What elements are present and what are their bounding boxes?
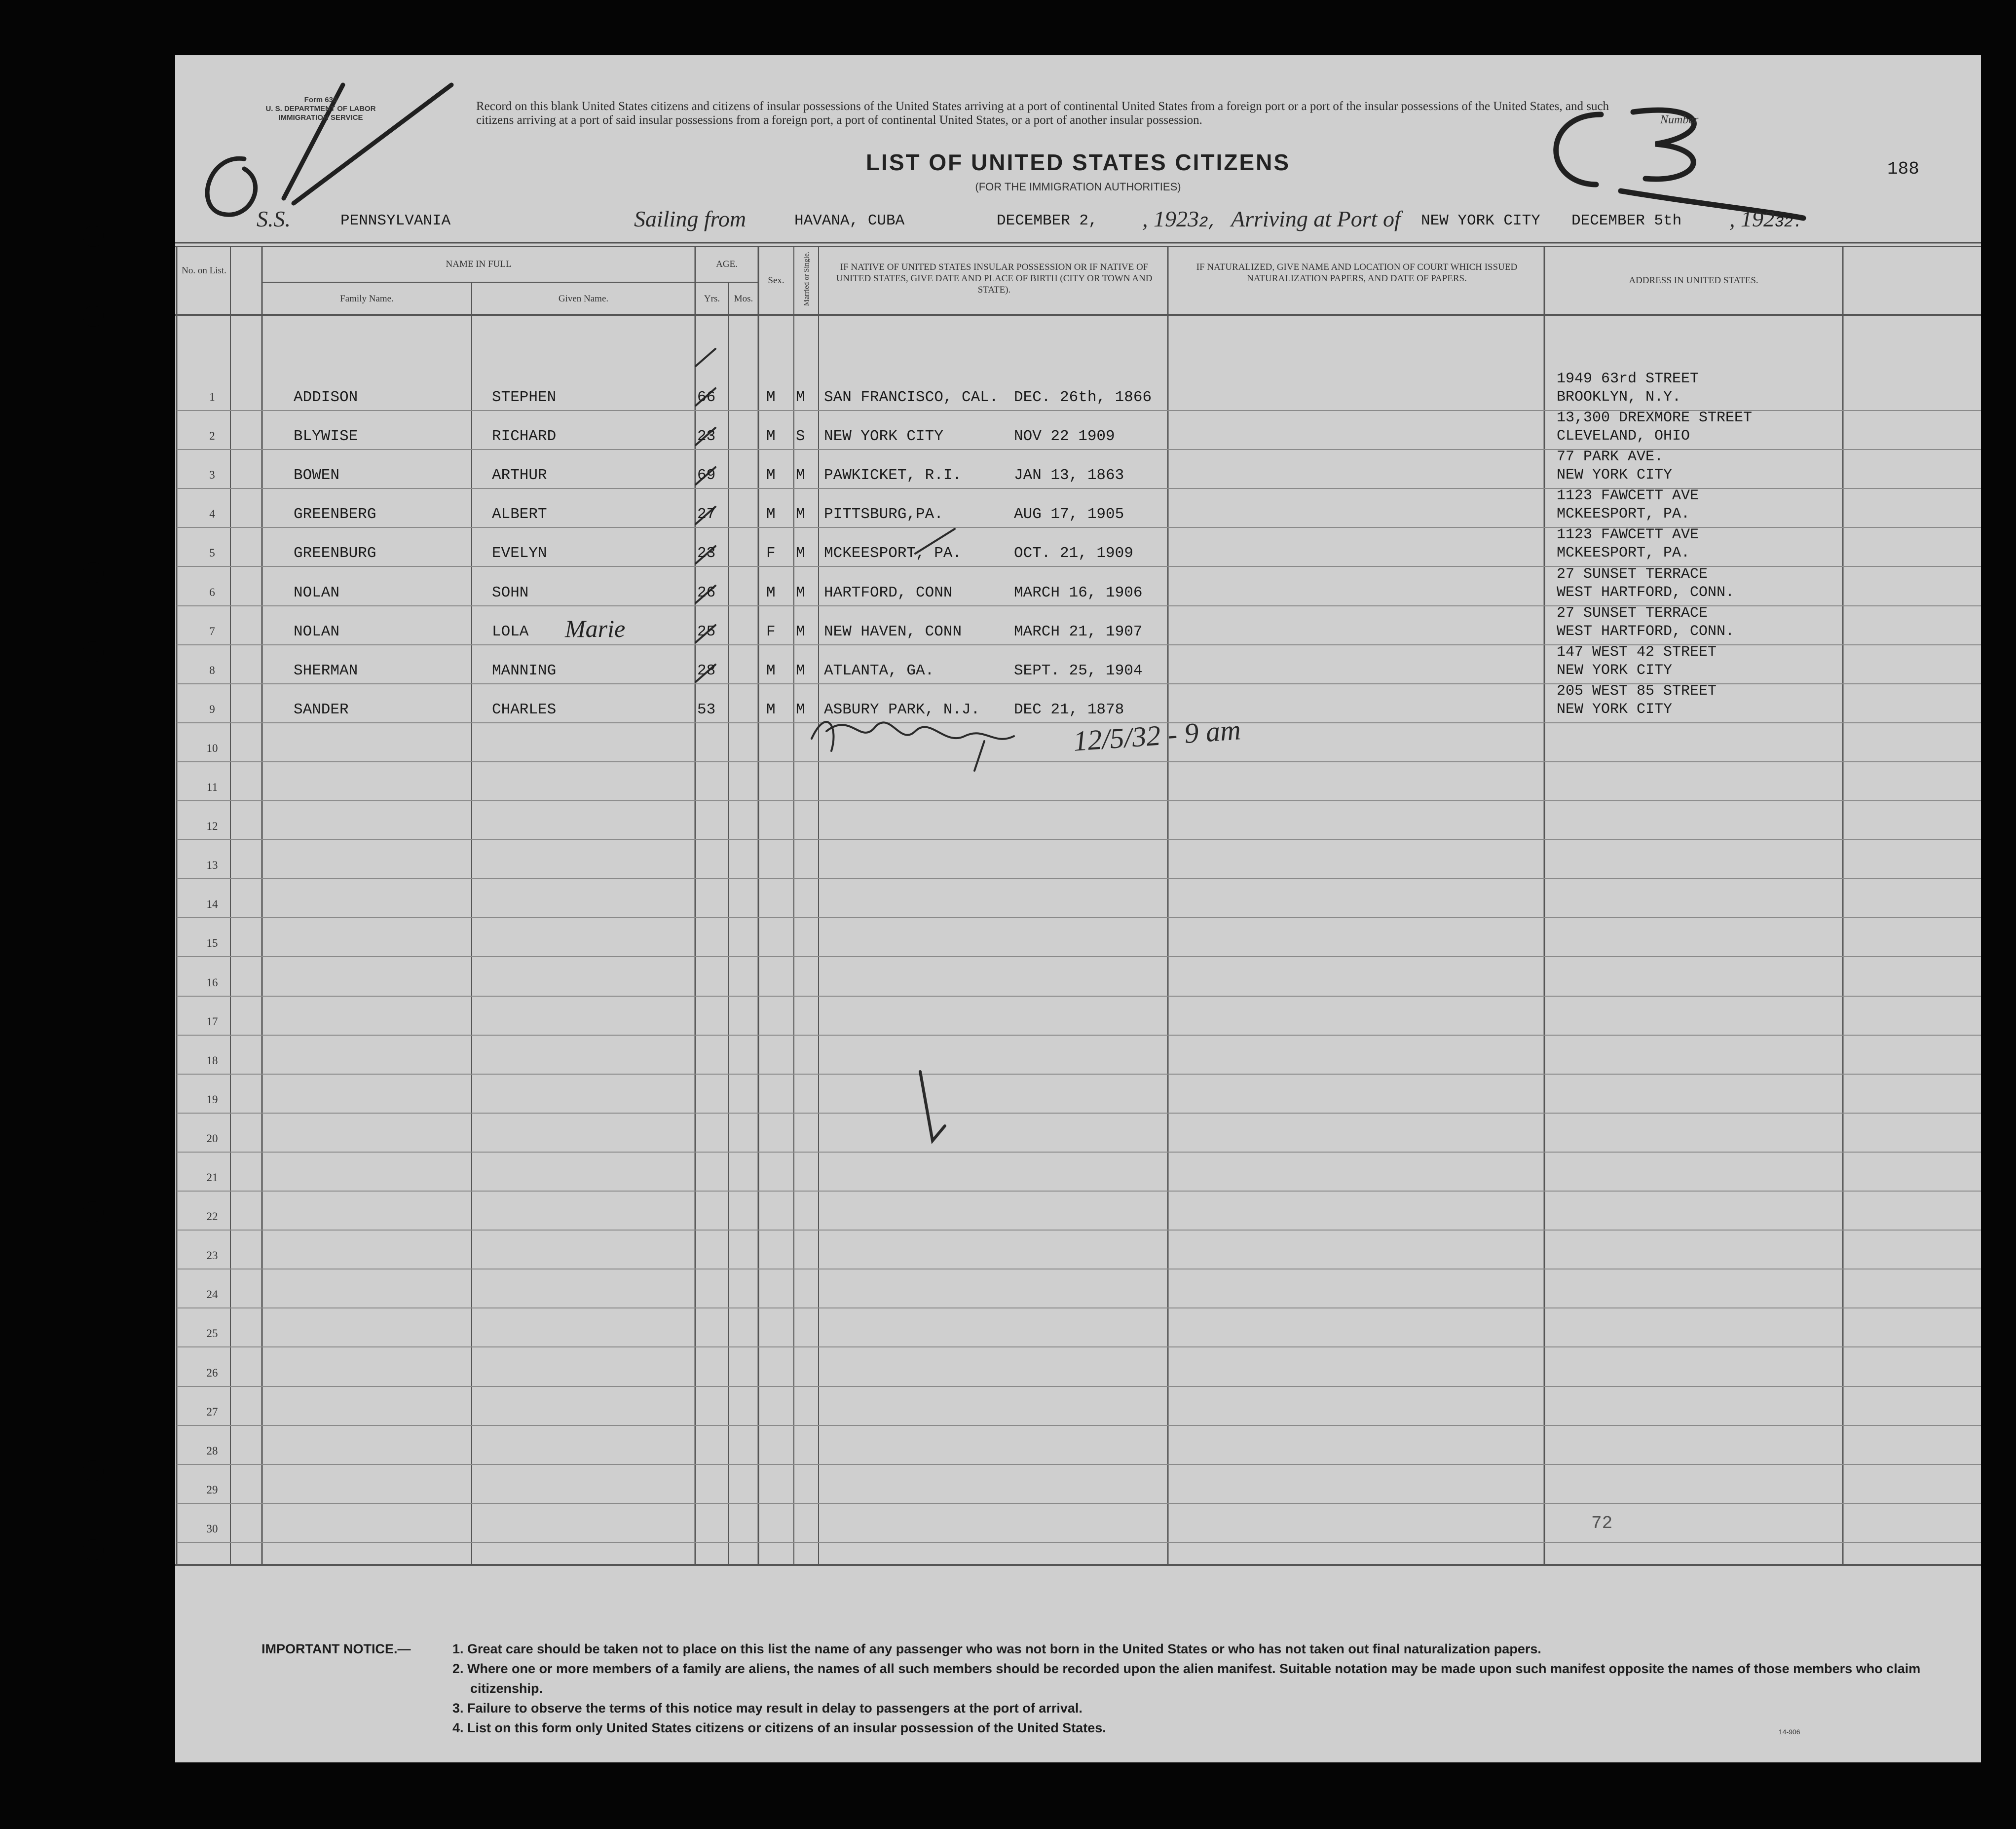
address-cell — [1557, 409, 1752, 446]
col-header-married: Married or Single. — [803, 251, 811, 306]
notice-items — [452, 1639, 1947, 1738]
number-label: Number — [1660, 113, 1699, 126]
birthplace-cell: PITTSBURG,PA. — [824, 506, 943, 523]
signature — [812, 722, 1014, 771]
form-code: 14-906 — [1779, 1728, 1800, 1736]
address-line: 1949 63rd STREET — [1557, 371, 1699, 387]
year-suffix: 2, — [1199, 214, 1218, 231]
birthplace-cell: HARTFORD, CONN — [824, 584, 953, 601]
row-number: 21 — [206, 1171, 218, 1184]
arriving-label: Arriving at Port of — [1231, 206, 1401, 231]
notice-item: 3. Failure to observe the terms of this notice may result in delay to passengers at the port of arrival. — [452, 1701, 1083, 1716]
family-name-cell: SHERMAN — [294, 662, 358, 679]
row-number: 7 — [209, 625, 215, 637]
age-cell: 66 — [697, 389, 716, 406]
age-cell: 69 — [697, 467, 716, 484]
birth-date-cell: SEPT. 25, 1904 — [1014, 662, 1143, 679]
sex-cell: M — [766, 584, 776, 601]
punch-hole — [83, 562, 104, 583]
address-cell — [1557, 370, 1699, 407]
address-line: WEST HARTFORD, CONN. — [1557, 623, 1735, 640]
marital-status-cell: M — [796, 584, 805, 601]
row-number: 22 — [206, 1210, 218, 1223]
table-grid — [175, 55, 1981, 1762]
sex-cell: M — [766, 662, 776, 679]
row-number: 10 — [206, 742, 218, 754]
row-number: 9 — [209, 703, 215, 715]
given-name-cell: RICHARD — [492, 428, 557, 445]
row-number: 3 — [209, 469, 215, 481]
family-name-cell: GREENBURG — [294, 545, 376, 562]
address-cell — [1557, 448, 1672, 485]
family-name-cell: GREENBERG — [294, 506, 376, 523]
notice-item: 2. Where one or more members of a family are aliens, the names of all such members should be recorded upon the alien manifest. Suitable notation may be made upon such manifest opposite the names of those members who claim citizenship. — [452, 1661, 1921, 1696]
birthplace-cell: NEW HAVEN, CONN — [824, 623, 962, 640]
notice-item: 1. Great care should be taken not to place on this list the name of any passenger who was not born in the United States or who has not taken out final naturalization papers. — [452, 1642, 1541, 1656]
service-name: IMMIGRATION SERVICE — [278, 113, 363, 122]
signature-date: 12/5/32 - 9 am — [1072, 713, 1242, 757]
sex-cell: M — [766, 428, 776, 445]
punch-hole — [83, 1539, 104, 1560]
address-line: CLEVELAND, OHIO — [1557, 428, 1690, 445]
col-header-family: Family Name. — [340, 294, 394, 304]
marital-status-cell: M — [796, 662, 805, 679]
birth-date-cell: AUG 17, 1905 — [1014, 506, 1124, 523]
given-name-cell: CHARLES — [492, 701, 557, 718]
form-title: LIST OF UNITED STATES CITIZENS — [865, 149, 1291, 175]
given-name-cell: EVELYN — [492, 545, 547, 562]
row-number: 8 — [209, 664, 215, 676]
address-line: 77 PARK AVE. — [1557, 448, 1664, 465]
birth-date-cell: OCT. 21, 1909 — [1014, 545, 1133, 562]
row-number: 17 — [206, 1015, 218, 1028]
address-cell — [1557, 526, 1699, 562]
pencil-tick-mark — [920, 1072, 945, 1141]
birth-date-cell: MARCH 16, 1906 — [1014, 584, 1143, 601]
address-line: NEW YORK CITY — [1557, 467, 1673, 484]
col-header-mos: Mos. — [734, 294, 753, 304]
birth-date-cell: MARCH 21, 1907 — [1014, 623, 1143, 640]
marital-status-cell: M — [796, 389, 805, 406]
address-line: NEW YORK CITY — [1557, 701, 1673, 718]
address-line: NEW YORK CITY — [1557, 662, 1673, 679]
address-line: MCKEESPORT, PA. — [1557, 545, 1690, 561]
year-prefix: , 192 — [1729, 206, 1775, 231]
punch-hole — [83, 1460, 104, 1481]
address-line: 27 SUNSET TERRACE — [1557, 605, 1708, 622]
age-cell: 26 — [697, 584, 716, 601]
family-name-cell: NOLAN — [294, 623, 340, 640]
marital-status-cell: M — [796, 545, 805, 562]
punch-hole — [83, 1201, 104, 1222]
notice-label: IMPORTANT NOTICE.— — [261, 1642, 411, 1656]
row-number: 14 — [206, 898, 218, 910]
row-number: 11 — [206, 781, 218, 793]
birthplace-cell: PAWKICKET, R.I. — [824, 467, 962, 484]
family-name-cell: BOWEN — [294, 467, 340, 484]
row-number: 20 — [206, 1132, 218, 1145]
address-cell — [1557, 487, 1699, 523]
marital-status-cell: S — [796, 428, 805, 445]
row-number: 30 — [206, 1523, 218, 1535]
sex-cell: M — [766, 467, 776, 484]
form-subtitle: (FOR THE IMMIGRATION AUTHORITIES) — [975, 181, 1181, 193]
address-cell — [1557, 565, 1734, 602]
marital-status-cell: M — [796, 506, 805, 523]
count-mark: 72 — [1591, 1513, 1613, 1533]
col-header-yrs: Yrs. — [704, 294, 720, 304]
sex-cell: F — [766, 545, 776, 562]
sailing-port: HAVANA, CUBA — [794, 212, 905, 229]
arrival-date: DECEMBER 5th — [1571, 212, 1682, 229]
family-name-cell: BLYWISE — [294, 428, 358, 445]
row-number: 25 — [206, 1327, 218, 1340]
given-name-cell: MANNING — [492, 662, 557, 679]
punch-hole — [83, 641, 104, 662]
age-cell: 25 — [697, 623, 716, 640]
punch-hole — [83, 306, 104, 327]
family-name-cell: NOLAN — [294, 584, 340, 601]
form-number: Form 630 — [304, 96, 337, 104]
row-number: 23 — [206, 1249, 218, 1262]
arrival-year — [1729, 206, 1802, 232]
department-name: U. S. DEPARTMENT OF LABOR — [265, 105, 376, 113]
birth-date-cell: DEC 21, 1878 — [1014, 701, 1124, 718]
stamp-number: 188 — [1887, 159, 1919, 179]
row-number: 5 — [209, 547, 215, 559]
punch-hole — [83, 226, 104, 247]
row-number: 6 — [209, 586, 215, 598]
age-cell: 28 — [697, 662, 716, 679]
family-name-cell: SANDER — [294, 701, 349, 718]
given-name-handwritten: Marie — [565, 615, 626, 642]
col-header-age: AGE. — [716, 259, 738, 269]
address-line: BROOKLYN, N.Y. — [1557, 389, 1681, 406]
notice-item: 4. List on this form only United States citizens or citizens of an insular possession of the United States. — [452, 1720, 1106, 1735]
sailing-label: Sailing from — [634, 206, 747, 231]
birth-date-cell: DEC. 26th, 1866 — [1014, 389, 1152, 406]
instructions-text: Record on this blank United States citizens and citizens of insular possessions of the United States arriving at a port of continental United States from a foreign port or a port of the insular possessions of the United States, and such citizens arriving at a port of said insular possessions from a foreign port, a port of continental United States, or a port of another insular possession. — [476, 100, 1609, 127]
address-line: 1123 FAWCETT AVE — [1557, 487, 1699, 504]
age-cell: 23 — [697, 428, 716, 445]
address-line: 27 SUNSET TERRACE — [1557, 566, 1708, 583]
address-line: 13,300 DREXMORE STREET — [1557, 410, 1753, 426]
marital-status-cell: M — [796, 467, 805, 484]
birth-date-cell: JAN 13, 1863 — [1014, 467, 1124, 484]
col-header-no: No. on List. — [182, 265, 226, 276]
sex-cell: F — [766, 623, 776, 640]
row-number: 2 — [209, 430, 215, 442]
manifest-sheet — [175, 55, 1981, 1762]
address-cell — [1557, 643, 1717, 680]
row-number: 16 — [206, 976, 218, 989]
sex-cell: M — [766, 506, 776, 523]
row-number: 18 — [206, 1054, 218, 1067]
year-prefix: , 1923 — [1142, 206, 1199, 231]
birthplace-cell: SAN FRANCISCO, CAL. — [824, 389, 999, 406]
ss-label: S.S. — [257, 206, 291, 231]
row-number: 13 — [206, 859, 218, 871]
row-number: 26 — [206, 1367, 218, 1379]
row-number: 19 — [206, 1093, 218, 1106]
given-name-cell: LOLA — [492, 623, 529, 640]
col-header-sex: Sex. — [768, 275, 784, 286]
address-line: WEST HARTFORD, CONN. — [1557, 584, 1735, 601]
given-name-cell: SOHN — [492, 584, 529, 601]
col-header-name: NAME IN FULL — [446, 259, 512, 269]
year-suffix: 32. — [1775, 214, 1802, 231]
sex-cell: M — [766, 389, 776, 406]
birthplace-cell: NEW YORK CITY — [824, 428, 943, 445]
col-header-given: Given Name. — [558, 294, 609, 304]
col-header-naturalized: IF NATURALIZED, GIVE NAME AND LOCATION OF COURT WHICH ISSUED NATURALIZATION PAPERS, AND DATE OF PAPERS. — [1196, 262, 1518, 284]
birthplace-cell: MCKEESPORT, PA. — [824, 545, 962, 562]
col-header-birth: IF NATIVE OF UNITED STATES INSULAR POSSESSION OR IF NATIVE OF UNITED STATES, GIVE DATE AND PLACE OF BIRTH (CITY OR TOWN AND STATE). — [836, 262, 1153, 295]
sex-cell: M — [766, 701, 776, 718]
col-header-address: ADDRESS IN UNITED STATES. — [1629, 275, 1758, 286]
address-line: 1123 FAWCETT AVE — [1557, 526, 1699, 543]
birth-date-cell: NOV 22 1909 — [1014, 428, 1115, 445]
birthplace-cell: ASBURY PARK, N.J. — [824, 701, 980, 718]
given-name-cell: STEPHEN — [492, 389, 557, 406]
birthplace-cell: ATLANTA, GA. — [824, 662, 934, 679]
arrival-port: NEW YORK CITY — [1421, 212, 1540, 229]
age-cell: 53 — [697, 701, 716, 718]
row-number: 28 — [206, 1445, 218, 1457]
address-line: 147 WEST 42 STREET — [1557, 644, 1717, 661]
form-designation — [259, 96, 382, 122]
given-name-cell: ALBERT — [492, 506, 547, 523]
row-number: 4 — [209, 508, 215, 520]
address-line: 205 WEST 85 STREET — [1557, 683, 1717, 700]
sailing-date: DECEMBER 2, — [997, 212, 1098, 229]
given-name-cell: ARTHUR — [492, 467, 547, 484]
marital-status-cell: M — [796, 701, 805, 718]
address-line: MCKEESPORT, PA. — [1557, 506, 1690, 523]
age-cell: 27 — [697, 506, 716, 523]
row-number: 24 — [206, 1288, 218, 1301]
sailing-year — [1142, 206, 1217, 232]
row-number: 12 — [206, 820, 218, 832]
address-cell — [1557, 682, 1717, 719]
row-number: 27 — [206, 1406, 218, 1418]
age-cell: 23 — [697, 545, 716, 562]
row-number: 1 — [209, 391, 215, 403]
ship-name: PENNSYLVANIA — [340, 212, 451, 229]
family-name-cell: ADDISON — [294, 389, 358, 406]
row-number: 15 — [206, 937, 218, 949]
marital-status-cell: M — [796, 623, 805, 640]
row-number: 29 — [206, 1484, 218, 1496]
address-cell — [1557, 604, 1734, 641]
